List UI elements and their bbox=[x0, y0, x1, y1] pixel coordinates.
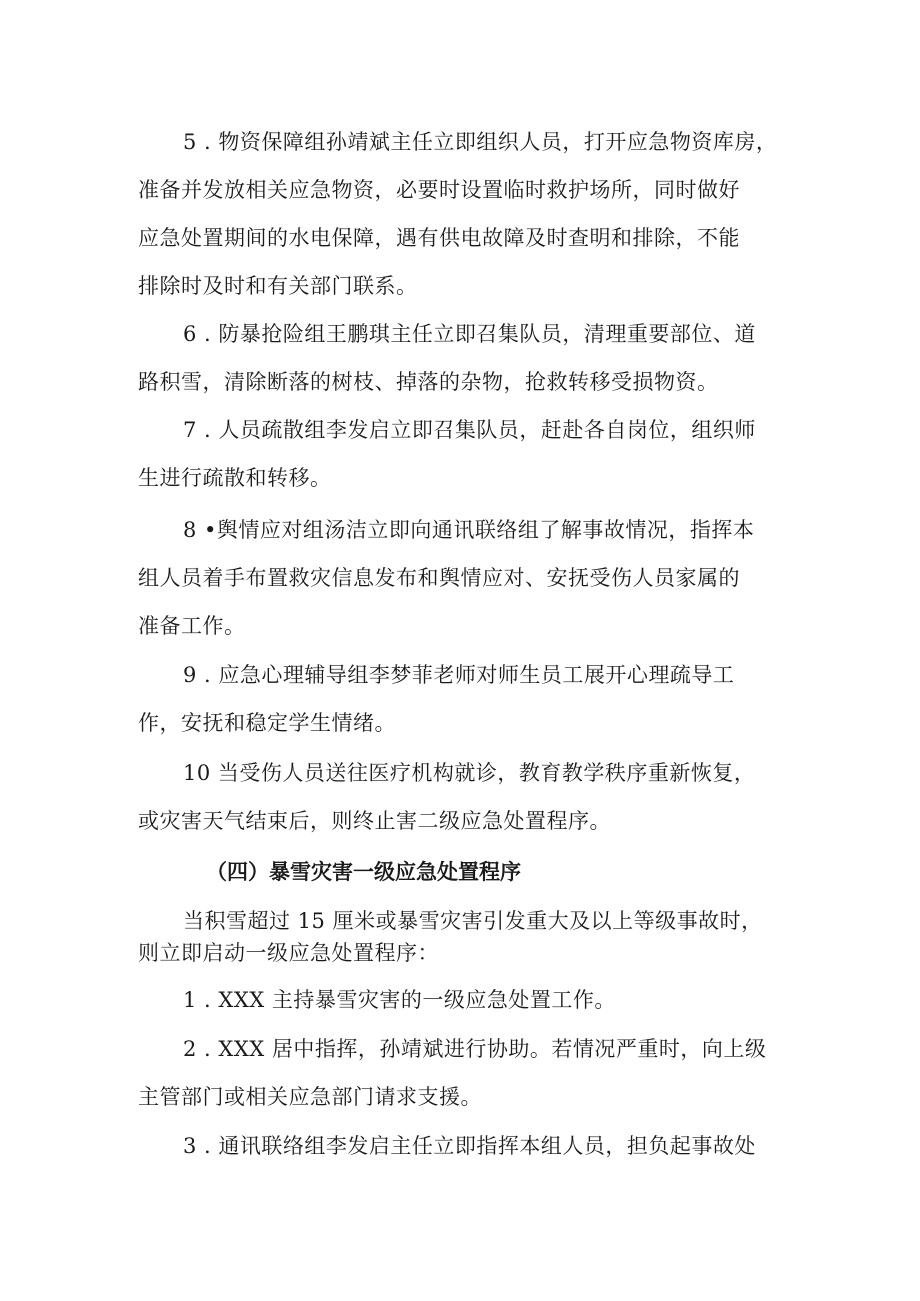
paragraph-7-line-1: 7 . 人员疏散组李发启立即召集队员，赶赴各自岗位，组织师 bbox=[183, 418, 756, 442]
paragraph-8-line-1: 8 •舆情应对组汤洁立即向通讯联络组了解事故情况，指挥本 bbox=[183, 518, 755, 542]
item-1-line-1: 1 . XXX 主持暴雪灾害的一级应急处置工作。 bbox=[183, 988, 616, 1012]
intro-line-1: 当积雪超过 15 厘米或暴雪灾害引发重大及以上等级事故时， bbox=[183, 909, 763, 933]
paragraph-10-line-2: 或灾害天气结束后，则终止害二级应急处置程序。 bbox=[138, 809, 611, 833]
item-3-line-1: 3 . 通讯联络组李发启主任立即指挥本组人员，担负起事故处 bbox=[183, 1134, 756, 1158]
paragraph-5-line-2: 准备并发放相关应急物资，必要时设置临时救护场所，同时做好 bbox=[138, 178, 740, 202]
paragraph-6-line-1: 6 . 防暴抢险组王鹏琪主任立即召集队员，清理重要部位、道 bbox=[183, 322, 756, 346]
intro-line-2: 则立即启动一级应急处置程序： bbox=[138, 941, 439, 965]
paragraph-5-line-3: 应急处置期间的水电保障，遇有供电故障及时查明和排除，不能 bbox=[138, 226, 740, 250]
item-2-line-1: 2 . XXX 居中指挥，孙靖斌进行协助。若情况严重时，向上级 bbox=[183, 1037, 767, 1061]
paragraph-8-line-3: 准备工作。 bbox=[138, 614, 246, 638]
paragraph-5-line-1: 5 . 物资保障组孙靖斌主任立即组织人员，打开应急物资库房， bbox=[183, 130, 778, 154]
paragraph-7-line-2: 生进行疏散和转移。 bbox=[138, 466, 332, 490]
paragraph-6-line-2: 路积雪，清除断落的树枝、掉落的杂物，抢救转移受损物资。 bbox=[138, 370, 719, 394]
paragraph-9-line-2: 作，安抚和稳定学生情绪。 bbox=[138, 711, 396, 735]
paragraph-5-line-4: 排除时及时和有关部门联系。 bbox=[138, 274, 418, 298]
section-heading: （四）暴雪灾害一级应急处置程序 bbox=[206, 860, 521, 884]
item-2-line-2: 主管部门或相关应急部门请求支援。 bbox=[138, 1085, 482, 1109]
paragraph-8-line-2: 组人员着手布置救灾信息发布和舆情应对、安抚受伤人员家属的 bbox=[138, 566, 740, 590]
paragraph-10-line-1: 10 当受伤人员送往医疗机构就诊，教育教学秩序重新恢复， bbox=[183, 761, 756, 785]
paragraph-9-line-1: 9 . 应急心理辅导组李梦菲老师对师生员工展开心理疏导工 bbox=[183, 663, 735, 687]
